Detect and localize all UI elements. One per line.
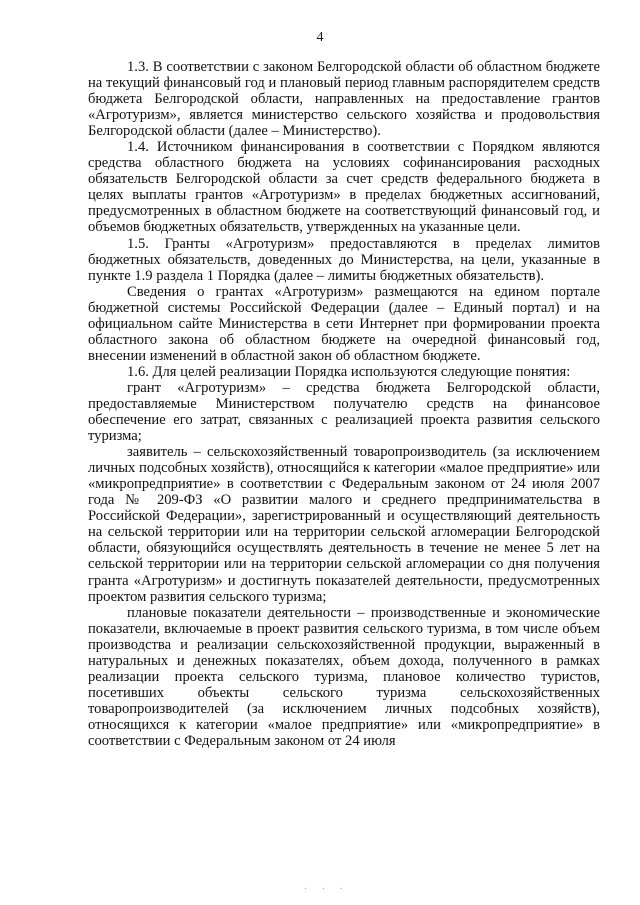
- paragraph-grant-info: Сведения о грантах «Агротуризм» размещаются на едином портале бюджетной системы Российской Федерации (далее – Единый портал) и на официальном сайте Министерства в сети Интернет при формировании проекта областного закона об областном бюджете на очередной финансовый год, внесении изменений в областной закон об областном бюджете.: [88, 283, 600, 364]
- document-body: [88, 59, 600, 749]
- paragraph-1-6: 1.6. Для целей реализации Порядка используются следующие понятия:: [127, 363, 571, 380]
- page-number: 4: [316, 30, 324, 45]
- definition-planned-indicators: плановые показатели деятельности – производственные и экономические показатели, включаемые в проект развития сельского туризма, в том числе объем производства и реализации сельскохозяйственной продукции, выраженный в натуральных и денежных показателях, объем дохода, полученного в рамках реализации проекта сельского туризма, плановое количество туристов, посетивших объекты сельского туризма сельскохозяйственных товаропроизводителей (за исключением личных подсобных хозяйств), относящихся к категории «малое предприятие» или «микропредприятие» в соответствии с Федеральным законом от 24 июля: [88, 604, 600, 749]
- paragraph-1-5: 1.5. Гранты «Агротуризм» предоставляются в пределах лимитов бюджетных обязательств, доведенных до Министерства, на цели, указанные в пункте 1.9 раздела 1 Порядка (далее – лимиты бюджетных обязательств).: [88, 235, 600, 284]
- definition-applicant: заявитель – сельскохозяйственный товаропроизводитель (за исключением личных подсобных хозяйств), относящийся к категории «малое предприятие» или «микропредприятие» в соответствии с Федеральным законом от 24 июля 2007 года № 209-ФЗ «О развитии малого и среднего предпринимательства в Российской Федерации», зарегистрированный и осуществляющий деятельность на сельской территории или на территории сельской агломерации Белгородской области, обязующийся осуществлять деятельность в течение не менее 5 лет на сельской территории или на территории сельской агломерации со дня получения гранта «Агротуризм» и достигнуть показателей деятельности, предусмотренных проектом развития сельского туризма;: [88, 444, 600, 605]
- definition-grant: грант «Агротуризм» – средства бюджета Белгородской области, предоставляемые Министерством получателю средств на финансовое обеспечение его затрат, связанных с реализацией проекта развития сельского туризма;: [88, 379, 600, 445]
- scan-artifact: · · ·: [304, 884, 349, 895]
- paragraph-1-4: 1.4. Источником финансирования в соответствии с Порядком являются средства областного бюджета на условиях софинансирования расходных обязательств Белгородской области за счет средств федерального бюджета в целях выплаты грантов «Агротуризм» в пределах бюджетных ассигнований, предусмотренных в областном бюджете на соответствующий финансовый год, и объемов бюджетных обязательств, утвержденных на указанные цели.: [88, 139, 600, 236]
- paragraph-1-3: 1.3. В соответствии с законом Белгородской области об областном бюджете на текущий финансовый год и плановый период главным распорядителем средств бюджета Белгородской области, направленных на предоставление грантов «Агротуризм», является министерство сельского хозяйства и продовольствия Белгородской области (далее – Министерство).: [88, 59, 600, 140]
